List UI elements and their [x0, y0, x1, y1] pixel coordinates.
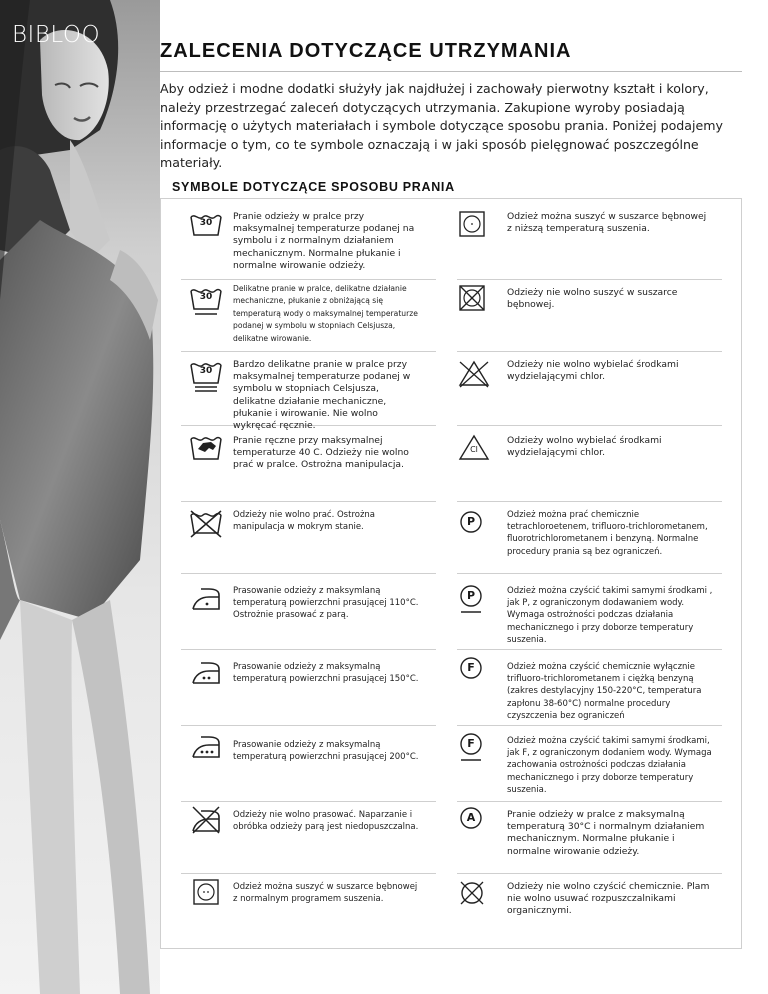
row-divider [457, 501, 722, 502]
do-not-bleach-icon [457, 359, 491, 387]
row-divider [457, 425, 722, 426]
row-divider [181, 501, 436, 502]
dry-clean-label: A [466, 811, 476, 824]
symbol-description: Prasowanie odzieży z maksymlaną temperaturą powierzchni prasującej 110°C. Ostrożnie prasować z parą. [233, 586, 419, 621]
row-divider [457, 725, 722, 726]
row-divider [181, 725, 436, 726]
iron-two-dots-icon [189, 659, 223, 687]
model-photo-art [0, 0, 160, 994]
intro-paragraph: Aby odzież i modne dodatki służyły jak najdłużej i zachowały pierwotny kształt i kolory, należy przestrzegać zaleceń dotyczących utrzymania. Zakupione wyroby posiadają informację o użytych materiałach i symbole dotyczące sposobu prania. Poniżej podajemy informacje o tym, co te symbole oznaczają i w jaki sposób pielęgnować poszczególne materiały. [160, 81, 723, 170]
row-divider [181, 649, 436, 650]
symbol-description: Prasowanie odzieży z maksymalną temperaturą powierzchni prasującej 200°C. [233, 740, 419, 763]
wash-temp-label: 30 [199, 218, 213, 228]
row-divider [457, 573, 722, 574]
row-divider [181, 801, 436, 802]
row-divider [181, 873, 436, 874]
symbol-description: Odzieży nie wolno wybielać środkami wydzielającymi chlor. [507, 359, 679, 383]
symbol-description: Pranie odzieży w pralce z maksymalną temperaturą 30°C i normalnym działaniem mechanicznym. Normalne płukanie i normalne wirowanie odzieży. [507, 809, 705, 857]
tumble-dry-normal-icon [191, 877, 225, 905]
bleach-label: Cl [470, 445, 478, 454]
symbol-description: Odzieży nie wolno czyścić chemicznie. Plam nie wolno usuwać rozpuszczalnikami organicznymi. [507, 881, 710, 917]
row-divider [181, 573, 436, 574]
row-divider [181, 351, 436, 352]
symbol-description: Odzież można suszyć w suszarce bębnowej z normalnym programem suszenia. [233, 882, 418, 905]
symbol-description: Odzieży wolno wybielać środkami wydzielającymi chlor. [507, 435, 662, 459]
row-divider [457, 351, 722, 352]
symbol-description: Odzieży nie wolno prać. Ostrożna manipulacja w mokrym stanie. [233, 510, 376, 533]
symbol-description: Odzież można czyścić takimi samymi środkami, jak F, z ograniczonym dodaniem wody. Wymaga zachowania ostrożności podczas działania mechanicznego i przy doborze temperatury suszenia. [507, 736, 712, 795]
symbol-description: Bardzo delikatne pranie w pralce przy maksymalnej temperaturze podanej w symbolu w stopniach Celsjusza, delikatne działanie mechaniczne, płukanie i wirowanie. Nie wolno wykręcać ręcznie. [233, 359, 411, 432]
iron-one-dot-icon [189, 585, 223, 613]
dry-clean-label: F [467, 737, 475, 750]
symbol-description: Prasowanie odzieży z maksymalną temperaturą powierzchni prasującej 150°C. [233, 662, 419, 685]
page-title: ZALECENIA DOTYCZĄCE UTRZYMANIA [160, 40, 572, 62]
symbol-description: Odzież można czyścić takimi samymi środkami , jak P, z ograniczonym dodawaniem wody. Wymaga ostrożności podczas działania mechanicznego i przy doborze temperatury suszenia. [507, 586, 713, 645]
do-not-tumble-dry-icon [457, 283, 491, 311]
wash-temp-label: 30 [199, 366, 213, 376]
tumble-dry-low-icon [457, 209, 491, 237]
row-divider [181, 279, 436, 280]
symbol-description: Odzieży nie wolno suszyć w suszarce bębnowej. [507, 287, 678, 311]
symbols-table [160, 198, 742, 949]
brand-logo: BIBLOO [12, 22, 101, 48]
dry-clean-label: P [466, 515, 476, 528]
do-not-dry-clean-icon [458, 879, 492, 907]
symbol-description: Pranie ręczne przy maksymalnej temperaturze 40 C. Odzieży nie wolno prać w pralce. Ostrożna manipulacja. [233, 435, 409, 471]
iron-three-dots-icon [189, 733, 223, 761]
title-divider [160, 71, 742, 72]
row-divider [457, 649, 722, 650]
do-not-wash-icon [189, 509, 223, 537]
hand-wash-icon [189, 433, 223, 461]
row-divider [457, 279, 722, 280]
do-not-iron-icon [189, 805, 223, 833]
symbol-description: Delikatne pranie w pralce, delikatne działanie mechaniczne, płukanie z obniżającą się temperaturą wody o maksymalnej temperaturze podanej w symbolu w stopniach Celsjusza, delikatne wirowanie. [233, 284, 418, 343]
model-photo [0, 0, 160, 994]
symbol-description: Pranie odzieży w pralce przy maksymalnej temperaturze podanej na symbolu i z normalnym działaniem mechanicznym. Normalne płukanie i normalne wirowanie odzieży. [233, 211, 415, 271]
dry-clean-label: P [466, 589, 476, 602]
symbol-description: Odzież można czyścić chemicznie wyłącznie trifluoro-trichlorometanem i ciężką benzyną (zakres destylacyjny 150-220°C, temperatura zapłonu 38-60°C) normalne procedury czyszczenia bez ograniczeń [507, 662, 702, 721]
wash-temp-label: 30 [199, 292, 213, 302]
section-heading: SYMBOLE DOTYCZĄCE SPOSOBU PRANIA [172, 180, 455, 194]
symbol-description: Odzieży nie wolno prasować. Naparzanie i obróbka odzieży parą jest niedopuszczalna. [233, 810, 419, 833]
dry-clean-label: F [467, 661, 475, 674]
row-divider [457, 873, 722, 874]
symbol-description: Odzież można prać chemicznie tetrachloroetenem, trifluoro-trichlorometanem, fluorotrichlorometanem i benzyną. Normalne procedury prania są bez ograniczeń. [507, 510, 708, 557]
symbol-description: Odzież można suszyć w suszarce bębnowej z niższą temperaturą suszenia. [507, 211, 707, 235]
row-divider [457, 801, 722, 802]
